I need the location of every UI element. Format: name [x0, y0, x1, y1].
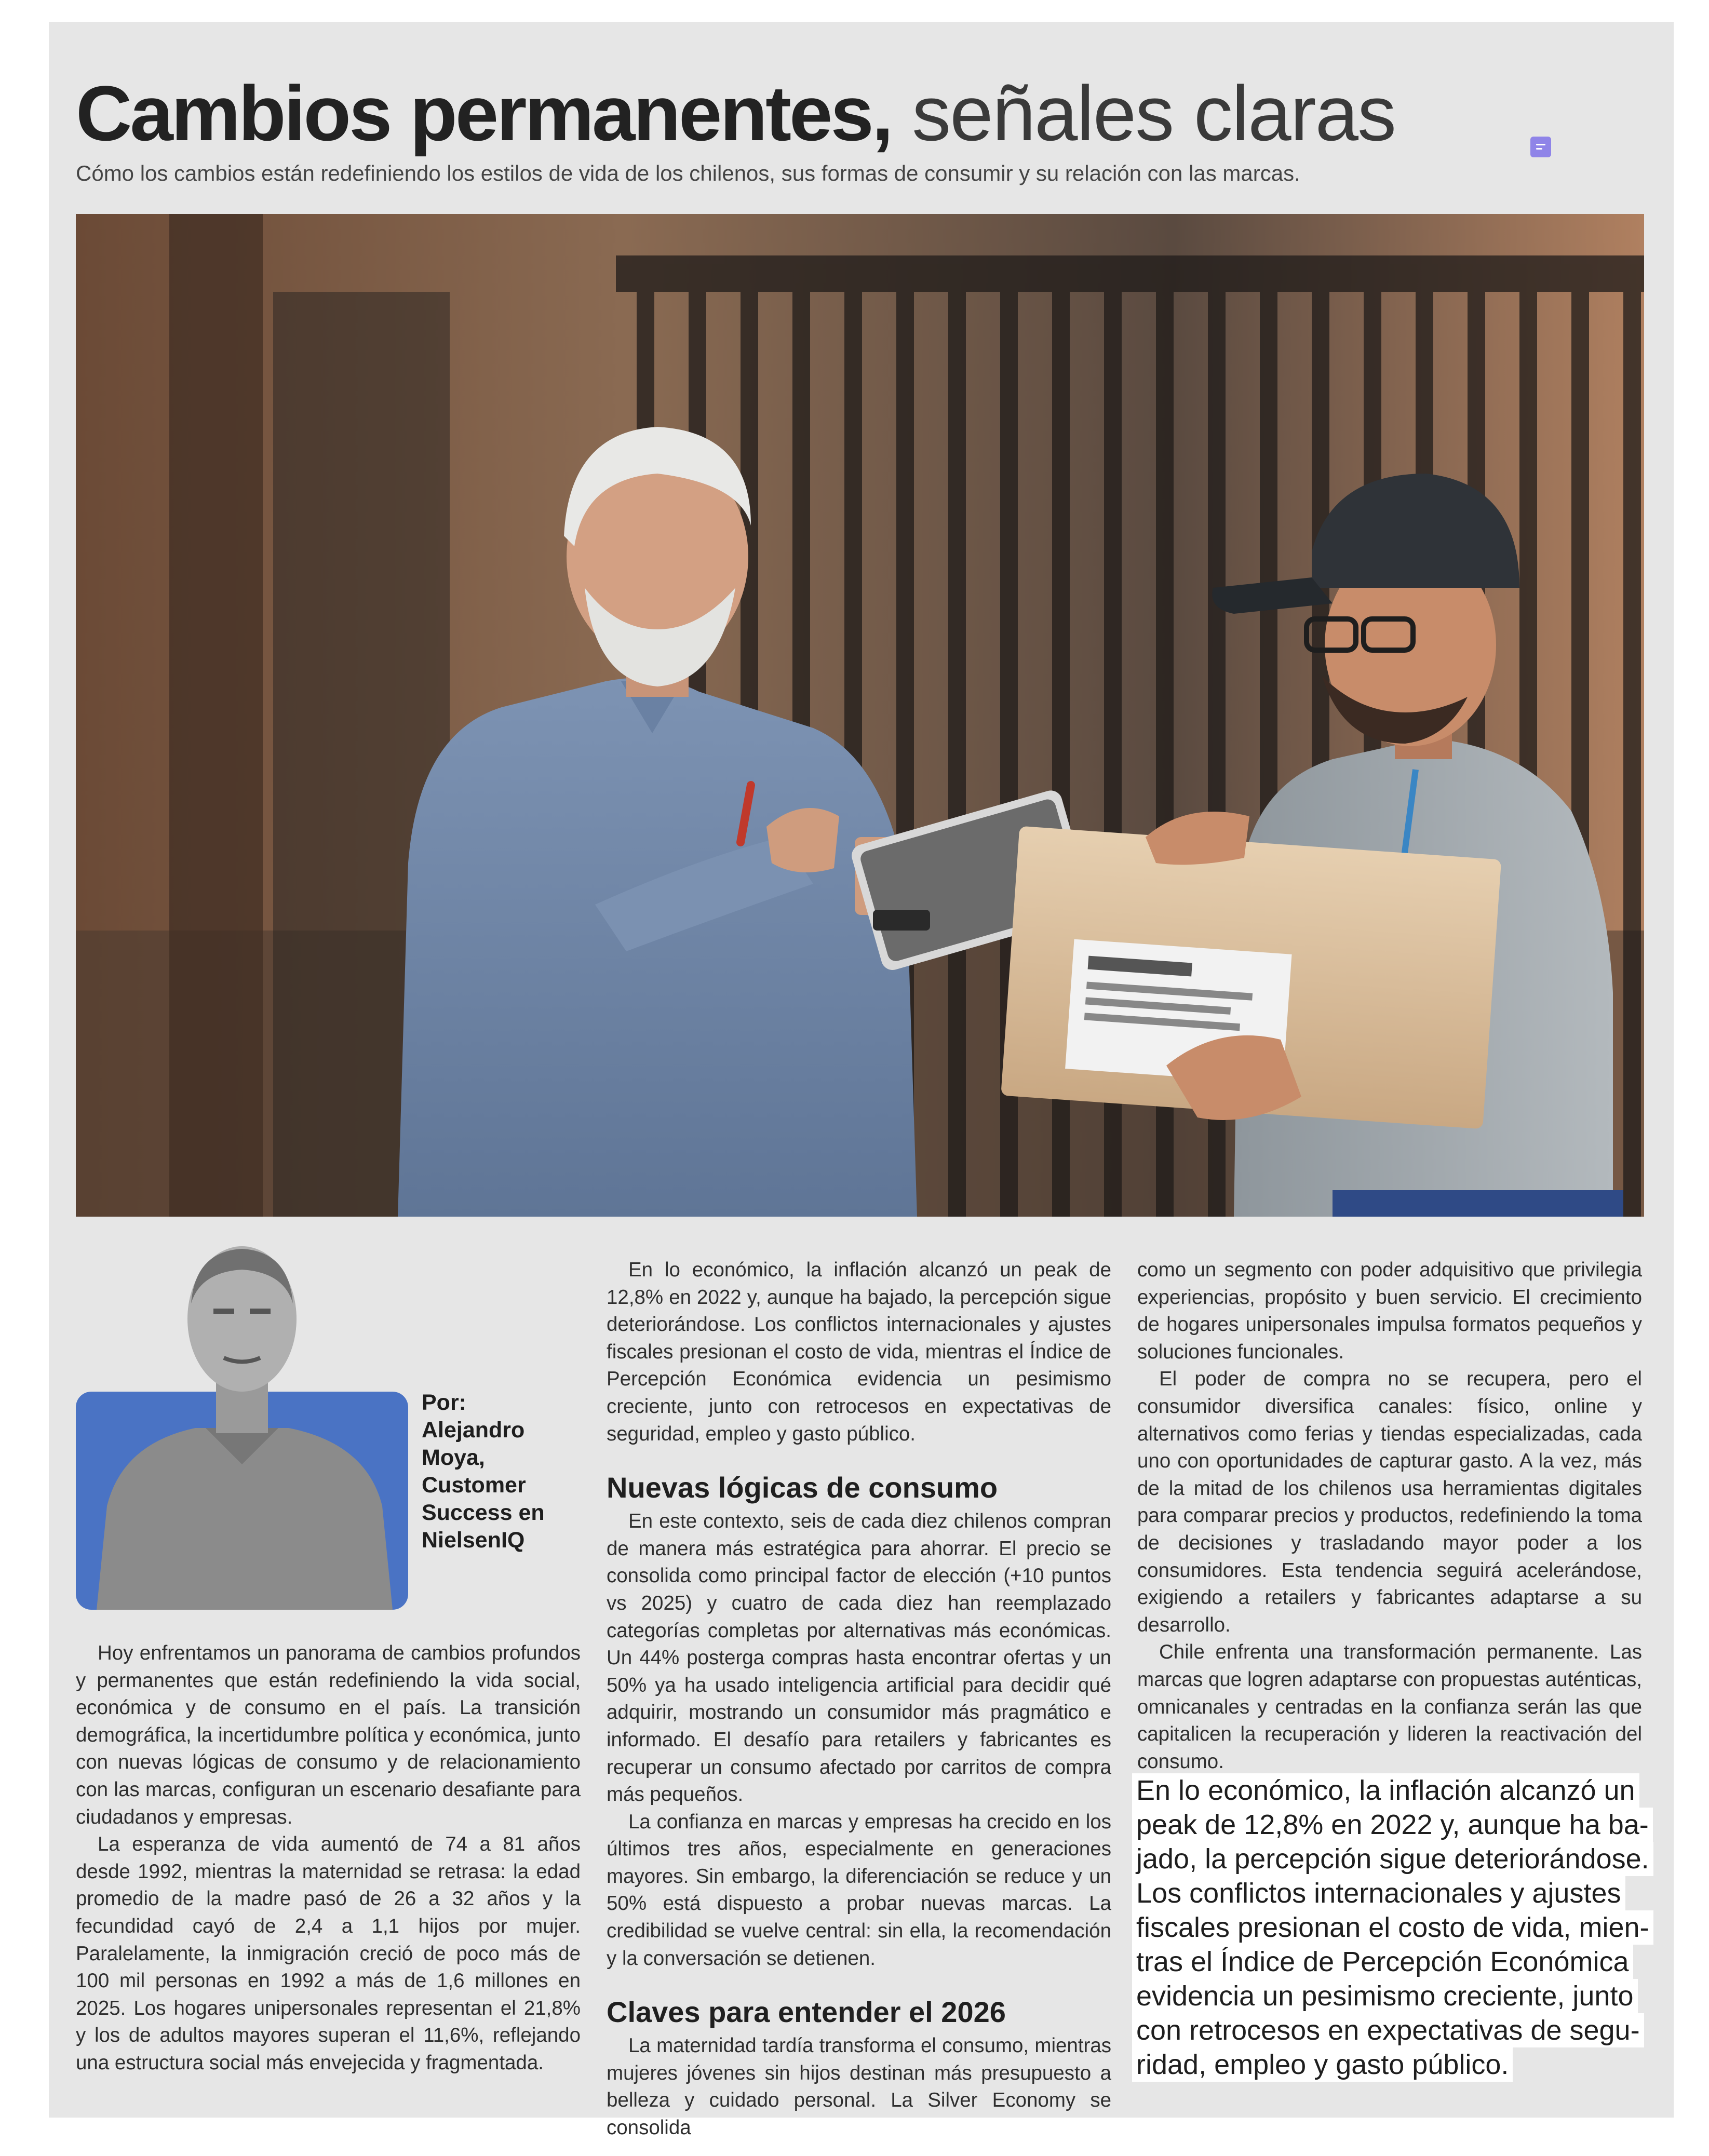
- title-light: señales claras: [912, 70, 1396, 157]
- pull-quote-line: fiscales presionan el costo de vida, mien-: [1132, 1910, 1653, 1945]
- byline-line: Moya,: [422, 1445, 485, 1470]
- paragraph: En lo económico, la inflación alcanzó un peak de 12,8% en 2022 y, aunque ha bajado, la percepción sigue deteriorándose. Los conflictos internacionales y ajustes fiscales presionan el costo de vida, mientras el Índice de Percepción Económica evidencia un pesimismo creciente, junto con retrocesos en expectativas de seguridad, empleo y gasto público.: [607, 1259, 1111, 1445]
- byline-line: Alejandro: [422, 1418, 525, 1443]
- pull-quote-line: con retrocesos en expectativas de segu-: [1132, 2013, 1644, 2047]
- pull-quote-line: ridad, empleo y gasto público.: [1132, 2047, 1513, 2082]
- paragraph: El poder de compra no se recupera, pero el consumidor diversifica canales: físico, online y alternativos como ferias y tiendas especializadas, cada uno con oportunidades de capturar gasto. A la vez, más de la mitad de los chilenos usa herramientas digitales para comparar precios y productos, redefiniendo la toma de decisiones y trasladando mayor poder a los consumidores. Esta tendencia seguirá acelerándose, exigiendo a retailers y fabricantes adaptarse a su desarrollo.: [1137, 1368, 1642, 1636]
- article-column-1: [76, 1640, 581, 2077]
- article-title: [76, 66, 1582, 160]
- paragraph: La esperanza de vida aumentó de 74 a 81 años desde 1992, mientras la maternidad se retrasa: la edad promedio de la madre pasó de 26 a 32 años y la fecundidad cayó de 2,4 a 1,1 hijos por mujer. Paralelamente, la inmigración creció de poco más de 100 mil personas en 1992 a más de 1,6 millones en 2025. Los hogares unipersonales representan el 21,8% y los de adultos mayores superan el 11,6%, reflejando una estructura social más envejecida y fragmentada.: [76, 1833, 581, 2074]
- byline-line: Por:: [422, 1390, 466, 1415]
- note-icon[interactable]: [1530, 137, 1551, 157]
- pull-quote-line: tras el Índice de Percepción Económica: [1132, 1945, 1633, 1979]
- paragraph: como un segmento con poder adquisitivo que privilegia experiencias, propósito y buen servicio. El crecimiento de hogares unipersonales impulsa formatos pequeños y soluciones funcionales.: [1137, 1259, 1642, 1363]
- article-column-2: [607, 1257, 1111, 2142]
- paragraph: Chile enfrenta una transformación permanente. Las marcas que logren adaptarse con propuestas auténticas, omnicanales y centradas en la confianza serán las que capitalicen la recuperación y lideren la reactivación del consumo.: [1137, 1641, 1642, 1773]
- byline-line: NielsenIQ: [422, 1528, 525, 1553]
- paragraph: La maternidad tardía transforma el consumo, mientras mujeres jóvenes sin hijos destinan más presupuesto a belleza y cuidado personal. La Silver Economy se consolida: [607, 2034, 1111, 2139]
- paragraph: En este contexto, seis de cada diez chilenos compran de manera más estratégica para ahorrar. El precio se consolida como principal factor de elección (+10 puntos vs 2025) y cuatro de cada diez han reemplazado categorías completas por alternativas más económicas. Un 44% posterga compras hasta encontrar ofertas y un 50% ya ha usado inteligencia artificial para decidir qué adquirir, mostrando un consumidor más pragmático e informado. El desafío para retailers y fabricantes es recuperar un consumo afectado por carritos de compra más pequeños.: [607, 1510, 1111, 1806]
- article-column-3: [1137, 1257, 1642, 1775]
- pull-quote-line: jado, la percepción sigue deteriorándose.: [1132, 1842, 1653, 1876]
- byline: [422, 1389, 577, 1554]
- section-heading: Claves para entender el 2026: [607, 1996, 1006, 2029]
- pull-quote-line: peak de 12,8% en 2022 y, aunque ha ba-: [1132, 1808, 1653, 1842]
- paragraph: La confianza en marcas y empresas ha crecido en los últimos tres años, especialmente en generaciones mayores. Sin embargo, la diferenciación se reduce y un 50% está dispuesto a probar nuevas marcas. La credibilidad se vuelve central: sin ella, la recomendación y la conversación se detienen.: [607, 1810, 1111, 1970]
- author-photo: [76, 1236, 408, 1610]
- section-heading: Nuevas lógicas de consumo: [607, 1471, 998, 1504]
- byline-line: Success en: [422, 1500, 545, 1525]
- byline-line: Customer: [422, 1473, 526, 1498]
- article-subtitle: Cómo los cambios están redefiniendo los estilos de vida de los chilenos, sus formas de consumir y su relación con las marcas.: [76, 161, 1300, 185]
- title-bold: Cambios permanentes,: [76, 70, 892, 157]
- pull-quote-line: evidencia un pesimismo creciente, junto: [1132, 1979, 1638, 2013]
- paragraph: Hoy enfrentamos un panorama de cambios profundos y permanentes que están redefiniendo la vida social, económica y de consumo en el país. La transición demográfica, la incertidumbre política y económica, junto con nuevas lógicas de consumo y de relacionamiento con las marcas, configuran un escenario desafiante para ciudadanos y empresas.: [76, 1642, 581, 1828]
- hero-photo: [76, 214, 1644, 1217]
- pull-quote: [1132, 1773, 1649, 2082]
- pull-quote-line: En lo económico, la inflación alcanzó un: [1132, 1773, 1639, 1808]
- pull-quote-line: Los conflictos internacionales y ajustes: [1132, 1876, 1625, 1910]
